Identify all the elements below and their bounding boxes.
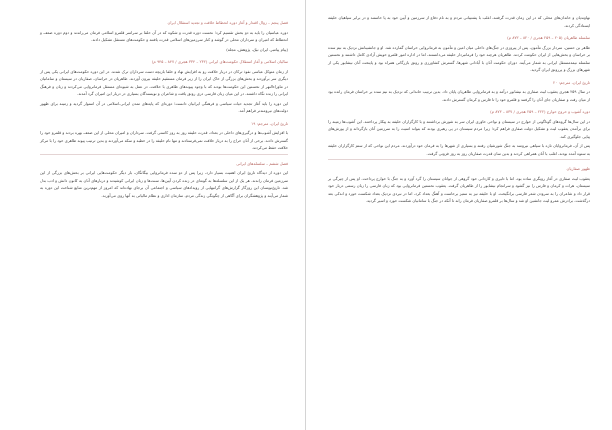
section-heading: ظهور صفاریان <box>566 166 590 171</box>
body-paragraph: دوره عباسیان را باید به دو بخش تقسیم کرد؛ نخست دوره قدرت و شکوه که در آن خلفا بر سراسر قلمرو اسلامی فرمان می‌راندند و دوم دوره ضعف و انحطاط که امیران و سرداران محلی در گوشه و کنار سرزمین‌های اسلامی قدرت یافتند و حکومت‌های مستقل تشکیل دادند. <box>40 29 288 42</box>
body-paragraph: یعقوب لیث صفاری در آغاز رویگری ساده بود، اما با دلیری و کاردانی خود گروهی از جوانان سیستان را گرد آورد و به جنگ با خوارج پرداخت. او پس از چیرگی بر سیستان، هرات و کرمان و فارس را نیز گشود و سرانجام نیشابور را از طاهریان گرفت. یعقوب نخستین فرمانروایی بود که زبان فارسی را زبان رسمی دربار خود قرار داد و شاعران را به سرودن شعر فارسی برانگیخت. او با خلیفه نیز به ستیز برخاست و آهنگ بغداد کرد، اما در نبردی نزدیک بغداد شکست خورد و اندکی بعد درگذشت. برادرش عمرو لیث جانشین او شد و سال‌ها بر قلمرو صفاریان فرمان راند تا آنکه در جنگ با سامانیان شکست خورد و اسیر گردید. <box>328 175 590 203</box>
section-heading: سالیان اسلامی و آغاز استقلال حکومت‌های ایرانی (۲۳۲ – ۳۳۴ هجری / ۸۴۷ – ۹۴۵ م) <box>151 59 288 64</box>
body-paragraph: این دوره را باید آغاز تجدید حیات سیاسی و فرهنگی ایرانیان دانست؛ دوره‌ای که پایه‌های تمدن ایرانی-اسلامی در آن استوار گردید و زمینه برای ظهور دولت‌های نیرومندتر فراهم آمد. <box>40 100 288 113</box>
section-heading: تاریخ ایران، مترجم: ۱۹ <box>251 120 288 126</box>
right-page-content <box>328 14 590 207</box>
section-heading: فصل پنجم – زوال اقتدار و آغاز دوره انحطاط خلافت و تجدید استقلال ایران <box>167 20 288 25</box>
section-heading: دوره آشوب و خروج خوارج (۲۲۲ – ۲۵۹ هجری / ۸۳۷ – ۸۷۳ م) <box>490 109 590 114</box>
left-page-content <box>40 14 288 201</box>
section-heading: فصل ششم – سلسله‌های ایرانی <box>236 160 288 166</box>
body-paragraph: از زمان متوکل عباسی نفوذ ترکان در دربار خلافت رو به افزایش نهاد و خلفا بازیچه دست سرداران ترک شدند. در این دوره حکومت‌های ایرانی یکی پس از دیگری سر برآوردند و بخش‌های بزرگی از خاک ایران را از زیر فرمان مستقیم خلیفه بیرون آوردند. طاهریان در خراسان، صفاریان در سیستان و سامانیان در ماوراءالنهر از نخستین این حکومت‌ها بودند که با وجود پیوندهای ظاهری با خلافت، در عمل به شیوه‌ای مستقل فرمانروایی می‌کردند و زبان و فرهنگ ایرانی را زنده نگاه داشتند. در این میان زبان فارسی دری رونق یافت و شاعران و نویسندگان بسیاری در دربار این امیران گرد آمدند. <box>40 68 288 96</box>
section-divider <box>40 154 288 155</box>
section-divider <box>328 159 590 160</box>
section-heading: تاریخ ایران، مترجم: ۲۰ <box>553 79 590 85</box>
right-page <box>306 0 612 430</box>
body-paragraph: در سال ۲۵۹ هجری یعقوب لیث صفاری به نیشابور درآمد و به فرمانروایی طاهریان پایان داد. بدین ترتیب خاندانی که نزدیک به نیم سده بر خراسان فرمان رانده بود از میان رفت و صفاریان جای آنان را گرفتند و قلمرو خود را تا فارس و کرمان گسترش دادند. <box>328 89 590 102</box>
body-paragraph: با افزایش آشوب‌ها و درگیری‌های داخلی در بغداد، قدرت خلیفه روز به روز کاستی گرفت. سرداران و امیران محلی از این ضعف بهره بردند و قلمرو خود را گسترش دادند. برخی از آنان خراج را به دربار خلافت نمی‌فرستادند و تنها نام خلیفه را در خطبه و سکه می‌آوردند و بدین ترتیب پیوند ظاهری خود را با مرکز خلافت حفظ می‌کردند. <box>40 130 288 150</box>
body-paragraph: در این سال‌ها گروه‌های گوناگونی از خوارج در سیستان و نواحی خاوری ایران سر به شورش برداشتند و با کارگزاران خلیفه به پیکار پرداختند. این آشوب‌ها زمینه را برای برآمدن یعقوب لیث و تشکیل دولت صفاری فراهم کرد؛ زیرا مردم سیستان در پی رهبری بودند که بتواند امنیت را به سرزمین آنان بازگرداند و از یورش‌های پیاپی جلوگیری کند. <box>328 118 590 139</box>
section-heading: سلسله طاهریان (۲۰۵ – ۲۵۹ هجری / ۸۲۰ – ۸۷۳ م) <box>507 35 590 40</box>
body-paragraph: طاهر بن حسین، سردار بزرگ مأمون، پس از پیروزی در جنگ‌های داخلی میان امین و مأمون به فرمانروایی خراسان گمارده شد. او و جانشینانش نزدیک به نیم سده بر خراسان و بخش‌هایی از ایران حکومت کردند. طاهریان هرچند خود را فرمانبردار خلیفه می‌دانستند، اما در اداره امور قلمرو خویش آزادی کامل داشتند و نخستین سلسله نیمه‌مستقل ایرانی به شمار می‌آیند. دوران حکومت آنان با آبادانی شهرها، گسترش کشاورزی و رونق بازرگانی همراه بود و پایتخت آنان نیشابور یکی از شهرهای بزرگ و پررونق ایران گردید. <box>328 44 590 72</box>
body-paragraph: نهاوندیان و خاندان‌های محلی که در این زمان قدرت گرفتند، اغلب با پشتیبانی مردم و به نام دفاع از سرزمین و آیین خود به پا خاستند و در برابر سپاهیان خلیفه ایستادگی کردند. <box>328 15 590 28</box>
body-paragraph: پس از آن، فرمانروایان تازه با سپاهی نیرومند به جنگ شورشیان رفتند و بسیاری از شهرها را به فرمان خود درآوردند. مردم این نواحی که از ستم کارگزاران خلیفه به ستوه آمده بودند، اغلب با آنان همراهی کردند و بدین سان قدرت صفاریان روز به روز فزونی گرفت. <box>328 143 590 156</box>
body-paragraph: (پیام پیامبر، ایران نیک، پژوهش، مجله) <box>226 46 288 52</box>
body-paragraph: این دوره از دیدگاه تاریخ ایران اهمیت بسیار دارد، زیرا پس از دو سده فرمانروایی بیگانگان، بار دیگر حکومت‌هایی ایرانی بر بخش‌های بزرگی از این سرزمین فرمان راندند. هر یک از این سلسله‌ها به گونه‌ای در زنده کردن آیین‌ها، سنت‌ها و زبان ایرانی کوشیدند و دربارهای آنان به کانون دانش و ادب بدل شد. تاریخ‌نویسان این روزگار گزارش‌های گرانبهایی از رویدادهای سیاسی و اجتماعی آن برجای نهاده‌اند که امروز از مهم‌ترین منابع شناخت این دوره به شمار می‌آیند و پژوهشگران برای آگاهی از چگونگی زندگی مردم، سازمان اداری و نظام مالیاتی به آنها روی می‌آورند. <box>40 170 288 198</box>
